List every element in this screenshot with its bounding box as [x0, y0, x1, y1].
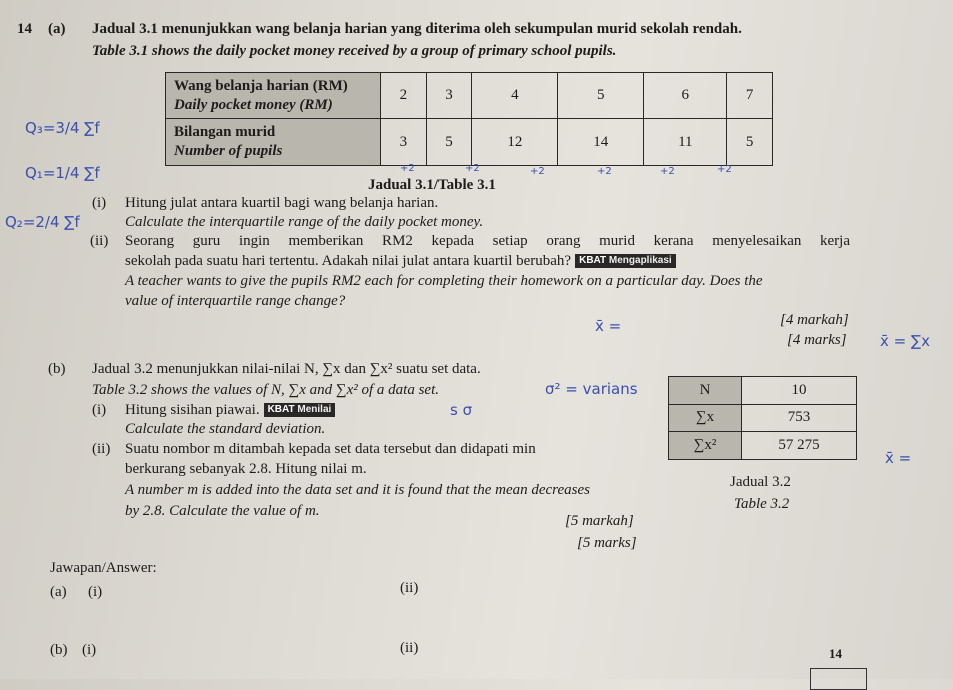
- kbat-badge: [575, 254, 676, 268]
- table-value: 753: [742, 404, 857, 432]
- handwritten-plus: +2: [530, 166, 545, 177]
- handwritten-plus: +2: [597, 166, 612, 177]
- page-score: 14: [829, 646, 842, 661]
- money-header-ms: Wang belanja harian (RM): [174, 77, 348, 94]
- kbat-label: KBAT: [267, 404, 295, 415]
- handwritten-variance: σ² = varians: [545, 380, 638, 398]
- handwritten-xbar-2: x̄ =: [885, 449, 912, 467]
- money-cell: 6: [644, 73, 727, 119]
- a-i-label: (i): [92, 195, 107, 211]
- handwritten-plus: +2: [717, 164, 732, 175]
- money-cell: 3: [426, 73, 472, 119]
- table-value: 57 275: [742, 432, 857, 460]
- a-ii-ms-1: Seorang guru ingin memberikan RM2 kepada setiap orang murid kerana menyelesaikan kerja: [125, 233, 850, 249]
- b-ii-en-1: A number m is added into the data set and it is found that the mean decreases: [125, 482, 590, 498]
- part-a-intro-en: Table 3.1 shows the daily pocket money received by a group of primary school pupils.: [92, 43, 617, 59]
- table-value: 10: [742, 377, 857, 405]
- a-ii-en-2: value of interquartile range change?: [125, 293, 346, 309]
- b-i-ms: [125, 402, 335, 419]
- score-box: [810, 668, 867, 690]
- table-key: N: [669, 377, 742, 405]
- kbat-badge: [264, 403, 336, 417]
- money-cell: 5: [558, 73, 644, 119]
- handwritten-plus: +2: [660, 166, 675, 177]
- a-marks-en: [4 marks]: [787, 332, 847, 348]
- a-ii-ms-2-text: sekolah pada suatu hari tertentu. Adakah nilai julat antara kuartil berubah?: [125, 253, 572, 269]
- answer-a-label: (a): [50, 584, 67, 600]
- pupils-cell: 5: [426, 119, 472, 166]
- b-i-en: Calculate the standard deviation.: [125, 421, 326, 437]
- kbat-level: Menilai: [297, 404, 332, 415]
- pupils-cell: 3: [381, 119, 427, 166]
- table-3-2: [668, 376, 857, 460]
- part-a-label: (a): [48, 21, 66, 37]
- answer-a-i: (i): [88, 584, 103, 600]
- answer-b-ii: (ii): [400, 640, 419, 656]
- table-key: ∑x: [669, 404, 742, 432]
- pupils-cell: 12: [472, 119, 558, 166]
- table-3-2-caption-ms: Jadual 3.2: [730, 474, 791, 490]
- b-marks-ms: [5 markah]: [565, 513, 634, 529]
- handwritten-q1: Q₁=1/4 ∑f: [25, 164, 100, 182]
- handwritten-q2: Q₂=2/4 ∑f: [5, 213, 80, 231]
- part-b-label: (b): [48, 361, 66, 377]
- handwritten-xbar-sum: x̄ = ∑x: [880, 332, 930, 350]
- table-3-1: [165, 72, 773, 166]
- kbat-level: Mengaplikasi: [608, 255, 672, 266]
- money-cell: 7: [727, 73, 773, 119]
- a-marks-ms: [4 markah]: [780, 312, 849, 328]
- handwritten-sigma: s σ: [450, 401, 473, 419]
- a-ii-en-1: A teacher wants to give the pupils RM2 each for completing their homework on a particular day. Does the: [125, 273, 763, 289]
- answer-b-i: (i): [82, 642, 97, 658]
- b-i-label: (i): [92, 402, 107, 418]
- a-ii-label: (ii): [90, 233, 109, 249]
- a-i-ms: Hitung julat antara kuartil bagi wang belanja harian.: [125, 195, 439, 211]
- answer-b-label: (b): [50, 642, 68, 658]
- pupils-cell: 5: [727, 119, 773, 166]
- handwritten-xbar: x̄ =: [595, 317, 622, 335]
- pupils-cell: 11: [644, 119, 727, 166]
- b-ii-en-2: by 2.8. Calculate the value of m.: [125, 503, 320, 519]
- question-number: 14: [17, 21, 32, 37]
- money-cell: 2: [381, 73, 427, 119]
- b-ii-ms-1: Suatu nombor m ditambah kepada set data tersebut dan didapati min: [125, 441, 536, 457]
- answer-heading: Jawapan/Answer:: [50, 560, 157, 576]
- handwritten-plus: +2: [465, 163, 480, 174]
- pupils-header-en: Number of pupils: [174, 143, 283, 159]
- table-3-1-caption: Jadual 3.1/Table 3.1: [368, 177, 496, 193]
- part-b-intro-ms: Jadual 3.2 menunjukkan nilai-nilai N, ∑x dan ∑x² suatu set data.: [92, 361, 481, 377]
- b-ii-ms-2: berkurang sebanyak 2.8. Hitung nilai m.: [125, 461, 367, 477]
- pupils-header-ms: Bilangan murid: [174, 124, 276, 140]
- part-a-intro-ms: Jadual 3.1 menunjukkan wang belanja harian yang diterima oleh sekumpulan murid sekolah rendah.: [92, 21, 742, 37]
- handwritten-plus: +2: [400, 163, 415, 174]
- kbat-label: KBAT: [579, 255, 607, 266]
- pupils-cell: 14: [558, 119, 644, 166]
- part-b-intro-en: Table 3.2 shows the values of N, ∑x and ∑x² of a data set.: [92, 382, 439, 398]
- table-3-2-caption-en: Table 3.2: [734, 496, 790, 512]
- handwritten-q3: Q₃=3/4 ∑f: [25, 119, 100, 137]
- b-i-ms-text: Hitung sisihan piawai.: [125, 402, 260, 418]
- money-header-en: Daily pocket money (RM): [174, 96, 333, 113]
- table-key: ∑x²: [669, 432, 742, 460]
- answer-a-ii: (ii): [400, 580, 419, 596]
- a-ii-ms-2: [125, 253, 676, 270]
- a-i-en: Calculate the interquartile range of the daily pocket money.: [125, 214, 484, 230]
- b-marks-en: [5 marks]: [577, 535, 637, 551]
- b-ii-label: (ii): [92, 441, 111, 457]
- money-cell: 4: [472, 73, 558, 119]
